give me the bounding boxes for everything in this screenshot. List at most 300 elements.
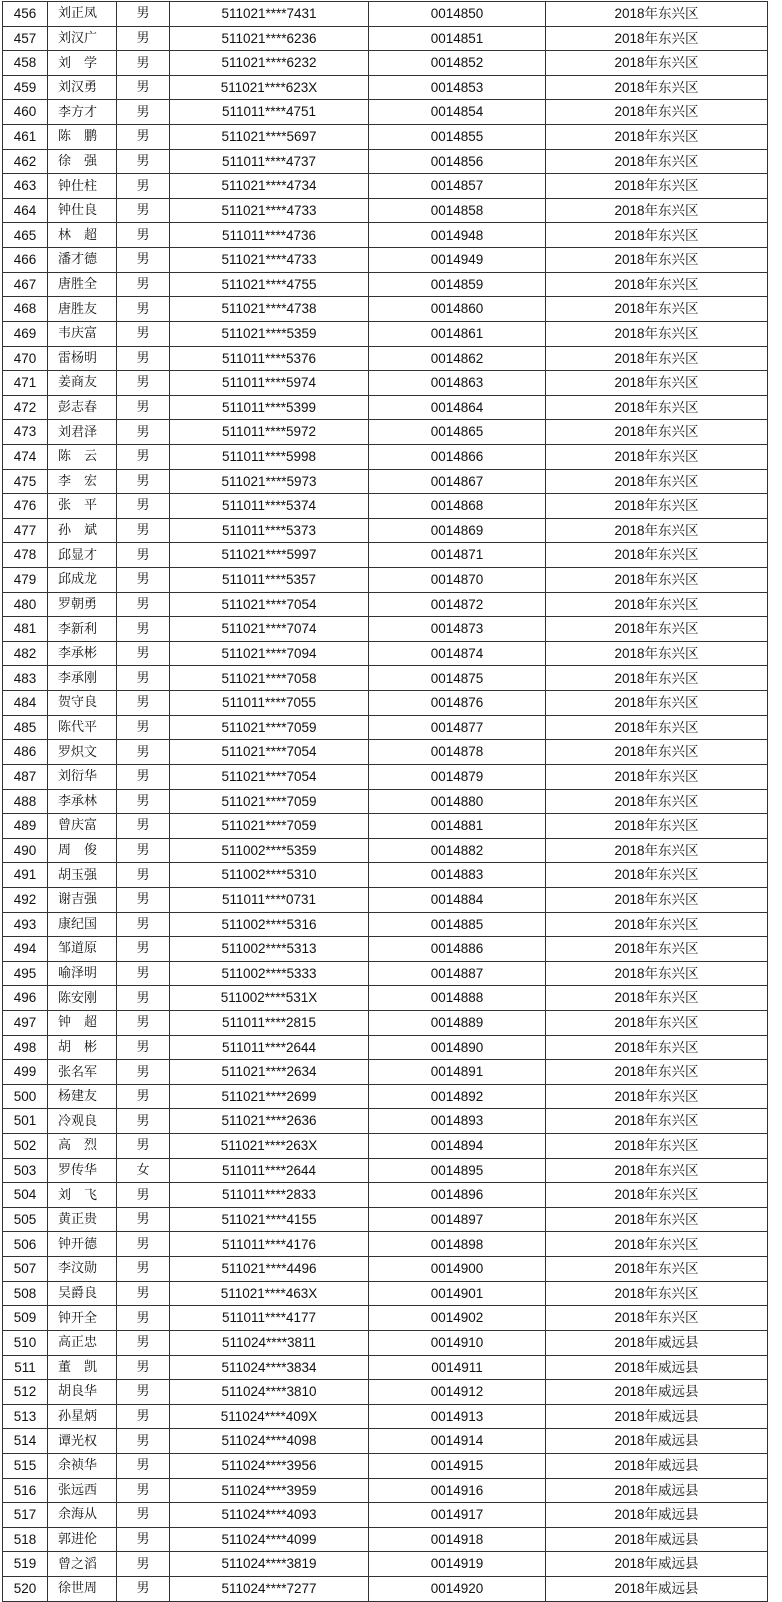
year-district-cell: 2018年东兴区 <box>546 1010 768 1035</box>
row-number-cell: 520 <box>3 1577 48 1602</box>
name-cell: 韦庆富 <box>48 321 117 346</box>
table-row <box>3 51 768 76</box>
gender-cell: 男 <box>117 75 170 100</box>
table-row <box>3 1207 768 1232</box>
id-number-cell: 511024****3811 <box>170 1330 369 1355</box>
gender-cell: 男 <box>117 1478 170 1503</box>
certificate-number-cell: 0014894 <box>369 1134 546 1159</box>
certificate-number-cell: 0014865 <box>369 420 546 445</box>
year-district-cell: 2018年东兴区 <box>546 592 768 617</box>
certificate-number-cell: 0014917 <box>369 1503 546 1528</box>
row-number-cell: 466 <box>3 248 48 273</box>
year-district-cell: 2018年东兴区 <box>546 223 768 248</box>
row-number-cell: 481 <box>3 617 48 642</box>
year-district-cell: 2018年东兴区 <box>546 666 768 691</box>
name-cell: 罗炽文 <box>48 740 117 765</box>
table-row <box>3 740 768 765</box>
name-cell: 董 凯 <box>48 1355 117 1380</box>
year-district-cell: 2018年东兴区 <box>546 863 768 888</box>
gender-cell: 男 <box>117 1577 170 1602</box>
gender-cell: 男 <box>117 272 170 297</box>
table-row <box>3 691 768 716</box>
year-district-cell: 2018年威远县 <box>546 1429 768 1454</box>
row-number-cell: 513 <box>3 1404 48 1429</box>
row-number-cell: 493 <box>3 912 48 937</box>
gender-cell: 男 <box>117 617 170 642</box>
certificate-number-cell: 0014867 <box>369 469 546 494</box>
certificate-number-cell: 0014918 <box>369 1527 546 1552</box>
id-number-cell: 511011****7055 <box>170 691 369 716</box>
row-number-cell: 489 <box>3 814 48 839</box>
table-row <box>3 1552 768 1577</box>
row-number-cell: 465 <box>3 223 48 248</box>
certificate-number-cell: 0014873 <box>369 617 546 642</box>
gender-cell: 男 <box>117 1306 170 1331</box>
gender-cell: 男 <box>117 174 170 199</box>
id-number-cell: 511024****3956 <box>170 1453 369 1478</box>
certificate-number-cell: 0014851 <box>369 26 546 51</box>
year-district-cell: 2018年东兴区 <box>546 174 768 199</box>
year-district-cell: 2018年东兴区 <box>546 444 768 469</box>
gender-cell: 男 <box>117 346 170 371</box>
certificate-number-cell: 0014915 <box>369 1453 546 1478</box>
gender-cell: 男 <box>117 1084 170 1109</box>
name-cell: 喻泽明 <box>48 961 117 986</box>
id-number-cell: 511021****7054 <box>170 740 369 765</box>
certificate-number-cell: 0014916 <box>369 1478 546 1503</box>
row-number-cell: 472 <box>3 395 48 420</box>
year-district-cell: 2018年东兴区 <box>546 371 768 396</box>
table-row <box>3 1527 768 1552</box>
gender-cell: 男 <box>117 420 170 445</box>
table-row <box>3 1035 768 1060</box>
row-number-cell: 488 <box>3 789 48 814</box>
row-number-cell: 480 <box>3 592 48 617</box>
certificate-number-cell: 0014854 <box>369 100 546 125</box>
year-district-cell: 2018年东兴区 <box>546 1134 768 1159</box>
id-number-cell: 511021****5359 <box>170 321 369 346</box>
year-district-cell: 2018年威远县 <box>546 1355 768 1380</box>
name-cell: 黄正贵 <box>48 1207 117 1232</box>
name-cell: 曾之滔 <box>48 1552 117 1577</box>
year-district-cell: 2018年东兴区 <box>546 297 768 322</box>
id-number-cell: 511011****5974 <box>170 371 369 396</box>
name-cell: 李 宏 <box>48 469 117 494</box>
table-row <box>3 1453 768 1478</box>
id-number-cell: 511002****5359 <box>170 838 369 863</box>
row-number-cell: 487 <box>3 764 48 789</box>
gender-cell: 男 <box>117 543 170 568</box>
id-number-cell: 511011****4751 <box>170 100 369 125</box>
id-number-cell: 511021****7074 <box>170 617 369 642</box>
certificate-number-cell: 0014886 <box>369 937 546 962</box>
table-row <box>3 444 768 469</box>
table-row <box>3 1109 768 1134</box>
year-district-cell: 2018年东兴区 <box>546 1035 768 1060</box>
certificate-number-cell: 0014889 <box>369 1010 546 1035</box>
certificate-number-cell: 0014900 <box>369 1257 546 1282</box>
year-district-cell: 2018年东兴区 <box>546 1158 768 1183</box>
id-number-cell: 511021****2634 <box>170 1060 369 1085</box>
id-number-cell: 511021****4496 <box>170 1257 369 1282</box>
certificate-number-cell: 0014850 <box>369 2 546 27</box>
name-cell: 余祯华 <box>48 1453 117 1478</box>
certificate-number-cell: 0014887 <box>369 961 546 986</box>
gender-cell: 男 <box>117 149 170 174</box>
table-row <box>3 75 768 100</box>
name-cell: 彭志春 <box>48 395 117 420</box>
id-number-cell: 511011****2644 <box>170 1158 369 1183</box>
row-number-cell: 461 <box>3 125 48 150</box>
year-district-cell: 2018年东兴区 <box>546 26 768 51</box>
id-number-cell: 511011****4737 <box>170 149 369 174</box>
id-number-cell: 511021****2699 <box>170 1084 369 1109</box>
name-cell: 刘汉勇 <box>48 75 117 100</box>
name-cell: 张远西 <box>48 1478 117 1503</box>
name-cell: 高 烈 <box>48 1134 117 1159</box>
name-cell: 谭光权 <box>48 1429 117 1454</box>
gender-cell: 男 <box>117 1404 170 1429</box>
row-number-cell: 471 <box>3 371 48 396</box>
certificate-number-cell: 0014920 <box>369 1577 546 1602</box>
name-cell: 李新利 <box>48 617 117 642</box>
year-district-cell: 2018年东兴区 <box>546 937 768 962</box>
id-number-cell: 511011****5357 <box>170 568 369 593</box>
gender-cell: 男 <box>117 125 170 150</box>
year-district-cell: 2018年东兴区 <box>546 715 768 740</box>
name-cell: 胡 彬 <box>48 1035 117 1060</box>
table-row <box>3 1577 768 1602</box>
year-district-cell: 2018年威远县 <box>546 1503 768 1528</box>
certificate-number-cell: 0014897 <box>369 1207 546 1232</box>
id-number-cell: 511021****7431 <box>170 2 369 27</box>
id-number-cell: 511021****5973 <box>170 469 369 494</box>
table-row <box>3 887 768 912</box>
year-district-cell: 2018年东兴区 <box>546 51 768 76</box>
name-cell: 唐胜友 <box>48 297 117 322</box>
certificate-number-cell: 0014862 <box>369 346 546 371</box>
certificate-number-cell: 0014885 <box>369 912 546 937</box>
certificate-number-cell: 0014871 <box>369 543 546 568</box>
table-row <box>3 1084 768 1109</box>
year-district-cell: 2018年威远县 <box>546 1404 768 1429</box>
year-district-cell: 2018年东兴区 <box>546 125 768 150</box>
year-district-cell: 2018年威远县 <box>546 1577 768 1602</box>
row-number-cell: 512 <box>3 1380 48 1405</box>
gender-cell: 男 <box>117 248 170 273</box>
table-row <box>3 2 768 27</box>
year-district-cell: 2018年威远县 <box>546 1478 768 1503</box>
table-row <box>3 1404 768 1429</box>
gender-cell: 男 <box>117 2 170 27</box>
year-district-cell: 2018年东兴区 <box>546 1183 768 1208</box>
certificate-number-cell: 0014882 <box>369 838 546 863</box>
row-number-cell: 474 <box>3 444 48 469</box>
table-row <box>3 617 768 642</box>
gender-cell: 男 <box>117 937 170 962</box>
certificate-number-cell: 0014868 <box>369 494 546 519</box>
table-row <box>3 321 768 346</box>
table-row <box>3 1330 768 1355</box>
name-cell: 钟仕良 <box>48 198 117 223</box>
table-row <box>3 198 768 223</box>
row-number-cell: 483 <box>3 666 48 691</box>
year-district-cell: 2018年东兴区 <box>546 961 768 986</box>
year-district-cell: 2018年东兴区 <box>546 346 768 371</box>
gender-cell: 男 <box>117 863 170 888</box>
row-number-cell: 518 <box>3 1527 48 1552</box>
year-district-cell: 2018年东兴区 <box>546 986 768 1011</box>
name-cell: 刘正凤 <box>48 2 117 27</box>
row-number-cell: 499 <box>3 1060 48 1085</box>
id-number-cell: 511021****263X <box>170 1134 369 1159</box>
name-cell: 徐世周 <box>48 1577 117 1602</box>
table-row <box>3 420 768 445</box>
table-row <box>3 961 768 986</box>
id-number-cell: 511024****4098 <box>170 1429 369 1454</box>
id-number-cell: 511011****0731 <box>170 887 369 912</box>
name-cell: 刘衍华 <box>48 764 117 789</box>
gender-cell: 男 <box>117 740 170 765</box>
table-row <box>3 223 768 248</box>
certificate-number-cell: 0014866 <box>369 444 546 469</box>
gender-cell: 男 <box>117 469 170 494</box>
row-number-cell: 473 <box>3 420 48 445</box>
row-number-cell: 460 <box>3 100 48 125</box>
year-district-cell: 2018年东兴区 <box>546 100 768 125</box>
year-district-cell: 2018年东兴区 <box>546 740 768 765</box>
gender-cell: 男 <box>117 100 170 125</box>
row-number-cell: 497 <box>3 1010 48 1035</box>
row-number-cell: 485 <box>3 715 48 740</box>
name-cell: 李承彬 <box>48 641 117 666</box>
gender-cell: 男 <box>117 1207 170 1232</box>
id-number-cell: 511021****6236 <box>170 26 369 51</box>
row-number-cell: 475 <box>3 469 48 494</box>
year-district-cell: 2018年威远县 <box>546 1380 768 1405</box>
table-row <box>3 1060 768 1085</box>
table-row <box>3 641 768 666</box>
certificate-number-cell: 0014874 <box>369 641 546 666</box>
name-cell: 高正忠 <box>48 1330 117 1355</box>
certificate-number-cell: 0014881 <box>369 814 546 839</box>
id-number-cell: 511021****4755 <box>170 272 369 297</box>
gender-cell: 男 <box>117 321 170 346</box>
row-number-cell: 516 <box>3 1478 48 1503</box>
year-district-cell: 2018年东兴区 <box>546 1084 768 1109</box>
name-cell: 刘 学 <box>48 51 117 76</box>
year-district-cell: 2018年东兴区 <box>546 494 768 519</box>
year-district-cell: 2018年东兴区 <box>546 814 768 839</box>
id-number-cell: 511024****3834 <box>170 1355 369 1380</box>
id-number-cell: 511002****531X <box>170 986 369 1011</box>
roster-table <box>2 1 768 1602</box>
id-number-cell: 511011****5998 <box>170 444 369 469</box>
year-district-cell: 2018年东兴区 <box>546 198 768 223</box>
gender-cell: 男 <box>117 715 170 740</box>
id-number-cell: 511024****3819 <box>170 1552 369 1577</box>
certificate-number-cell: 0014877 <box>369 715 546 740</box>
table-row <box>3 912 768 937</box>
row-number-cell: 477 <box>3 518 48 543</box>
certificate-number-cell: 0014883 <box>369 863 546 888</box>
certificate-number-cell: 0014880 <box>369 789 546 814</box>
table-row <box>3 125 768 150</box>
year-district-cell: 2018年东兴区 <box>546 1306 768 1331</box>
year-district-cell: 2018年东兴区 <box>546 1207 768 1232</box>
id-number-cell: 511024****4099 <box>170 1527 369 1552</box>
row-number-cell: 505 <box>3 1207 48 1232</box>
year-district-cell: 2018年威远县 <box>546 1552 768 1577</box>
gender-cell: 男 <box>117 1429 170 1454</box>
gender-cell: 男 <box>117 1257 170 1282</box>
table-row <box>3 1158 768 1183</box>
name-cell: 胡良华 <box>48 1380 117 1405</box>
year-district-cell: 2018年东兴区 <box>546 789 768 814</box>
year-district-cell: 2018年东兴区 <box>546 469 768 494</box>
id-number-cell: 511021****7054 <box>170 592 369 617</box>
name-cell: 孙星炳 <box>48 1404 117 1429</box>
id-number-cell: 511002****5310 <box>170 863 369 888</box>
gender-cell: 男 <box>117 371 170 396</box>
table-row <box>3 937 768 962</box>
id-number-cell: 511011****4736 <box>170 223 369 248</box>
gender-cell: 男 <box>117 1527 170 1552</box>
certificate-number-cell: 0014859 <box>369 272 546 297</box>
name-cell: 徐 强 <box>48 149 117 174</box>
certificate-number-cell: 0014878 <box>369 740 546 765</box>
name-cell: 潘才德 <box>48 248 117 273</box>
table-row <box>3 764 768 789</box>
table-row <box>3 149 768 174</box>
year-district-cell: 2018年东兴区 <box>546 272 768 297</box>
name-cell: 杨建友 <box>48 1084 117 1109</box>
certificate-number-cell: 0014912 <box>369 1380 546 1405</box>
certificate-number-cell: 0014856 <box>369 149 546 174</box>
table-row <box>3 1306 768 1331</box>
name-cell: 刘汉广 <box>48 26 117 51</box>
certificate-number-cell: 0014855 <box>369 125 546 150</box>
name-cell: 孙 斌 <box>48 518 117 543</box>
row-number-cell: 479 <box>3 568 48 593</box>
table-row <box>3 297 768 322</box>
year-district-cell: 2018年东兴区 <box>546 149 768 174</box>
gender-cell: 男 <box>117 223 170 248</box>
table-row <box>3 1380 768 1405</box>
gender-cell: 男 <box>117 395 170 420</box>
row-number-cell: 484 <box>3 691 48 716</box>
id-number-cell: 511011****2644 <box>170 1035 369 1060</box>
certificate-number-cell: 0014919 <box>369 1552 546 1577</box>
row-number-cell: 506 <box>3 1232 48 1257</box>
row-number-cell: 459 <box>3 75 48 100</box>
table-row <box>3 1503 768 1528</box>
row-number-cell: 457 <box>3 26 48 51</box>
certificate-number-cell: 0014875 <box>369 666 546 691</box>
table-row <box>3 543 768 568</box>
row-number-cell: 504 <box>3 1183 48 1208</box>
gender-cell: 男 <box>117 641 170 666</box>
table-row <box>3 1257 768 1282</box>
certificate-number-cell: 0014888 <box>369 986 546 1011</box>
certificate-number-cell: 0014911 <box>369 1355 546 1380</box>
id-number-cell: 511021****4734 <box>170 174 369 199</box>
name-cell: 胡玉强 <box>48 863 117 888</box>
name-cell: 陈 云 <box>48 444 117 469</box>
row-number-cell: 490 <box>3 838 48 863</box>
id-number-cell: 511024****4093 <box>170 1503 369 1528</box>
name-cell: 钟开德 <box>48 1232 117 1257</box>
name-cell: 贺守良 <box>48 691 117 716</box>
gender-cell: 男 <box>117 1232 170 1257</box>
row-number-cell: 486 <box>3 740 48 765</box>
id-number-cell: 511002****5313 <box>170 937 369 962</box>
gender-cell: 女 <box>117 1158 170 1183</box>
certificate-number-cell: 0014891 <box>369 1060 546 1085</box>
id-number-cell: 511021****7059 <box>170 814 369 839</box>
gender-cell: 男 <box>117 1134 170 1159</box>
gender-cell: 男 <box>117 444 170 469</box>
year-district-cell: 2018年东兴区 <box>546 641 768 666</box>
id-number-cell: 511021****7059 <box>170 715 369 740</box>
gender-cell: 男 <box>117 1330 170 1355</box>
name-cell: 钟 超 <box>48 1010 117 1035</box>
row-number-cell: 462 <box>3 149 48 174</box>
certificate-number-cell: 0014853 <box>369 75 546 100</box>
row-number-cell: 507 <box>3 1257 48 1282</box>
year-district-cell: 2018年东兴区 <box>546 1060 768 1085</box>
table-row <box>3 1134 768 1159</box>
year-district-cell: 2018年威远县 <box>546 1330 768 1355</box>
year-district-cell: 2018年东兴区 <box>546 691 768 716</box>
table-row <box>3 1429 768 1454</box>
table-row <box>3 715 768 740</box>
certificate-number-cell: 0014852 <box>369 51 546 76</box>
id-number-cell: 511021****463X <box>170 1281 369 1306</box>
table-row <box>3 469 768 494</box>
id-number-cell: 511011****5399 <box>170 395 369 420</box>
name-cell: 曾庆富 <box>48 814 117 839</box>
id-number-cell: 511011****5972 <box>170 420 369 445</box>
year-district-cell: 2018年东兴区 <box>546 420 768 445</box>
id-number-cell: 511021****7058 <box>170 666 369 691</box>
name-cell: 李承刚 <box>48 666 117 691</box>
gender-cell: 男 <box>117 666 170 691</box>
gender-cell: 男 <box>117 1035 170 1060</box>
name-cell: 陈 鹏 <box>48 125 117 150</box>
id-number-cell: 511011****2833 <box>170 1183 369 1208</box>
year-district-cell: 2018年东兴区 <box>546 1232 768 1257</box>
gender-cell: 男 <box>117 1380 170 1405</box>
certificate-number-cell: 0014949 <box>369 248 546 273</box>
row-number-cell: 502 <box>3 1134 48 1159</box>
certificate-number-cell: 0014913 <box>369 1404 546 1429</box>
year-district-cell: 2018年东兴区 <box>546 518 768 543</box>
gender-cell: 男 <box>117 961 170 986</box>
id-number-cell: 511021****6232 <box>170 51 369 76</box>
certificate-number-cell: 0014863 <box>369 371 546 396</box>
row-number-cell: 482 <box>3 641 48 666</box>
row-number-cell: 476 <box>3 494 48 519</box>
name-cell: 李方才 <box>48 100 117 125</box>
year-district-cell: 2018年东兴区 <box>546 912 768 937</box>
gender-cell: 男 <box>117 887 170 912</box>
certificate-number-cell: 0014892 <box>369 1084 546 1109</box>
year-district-cell: 2018年东兴区 <box>546 1109 768 1134</box>
name-cell: 刘 飞 <box>48 1183 117 1208</box>
name-cell: 邱显才 <box>48 543 117 568</box>
id-number-cell: 511011****4177 <box>170 1306 369 1331</box>
